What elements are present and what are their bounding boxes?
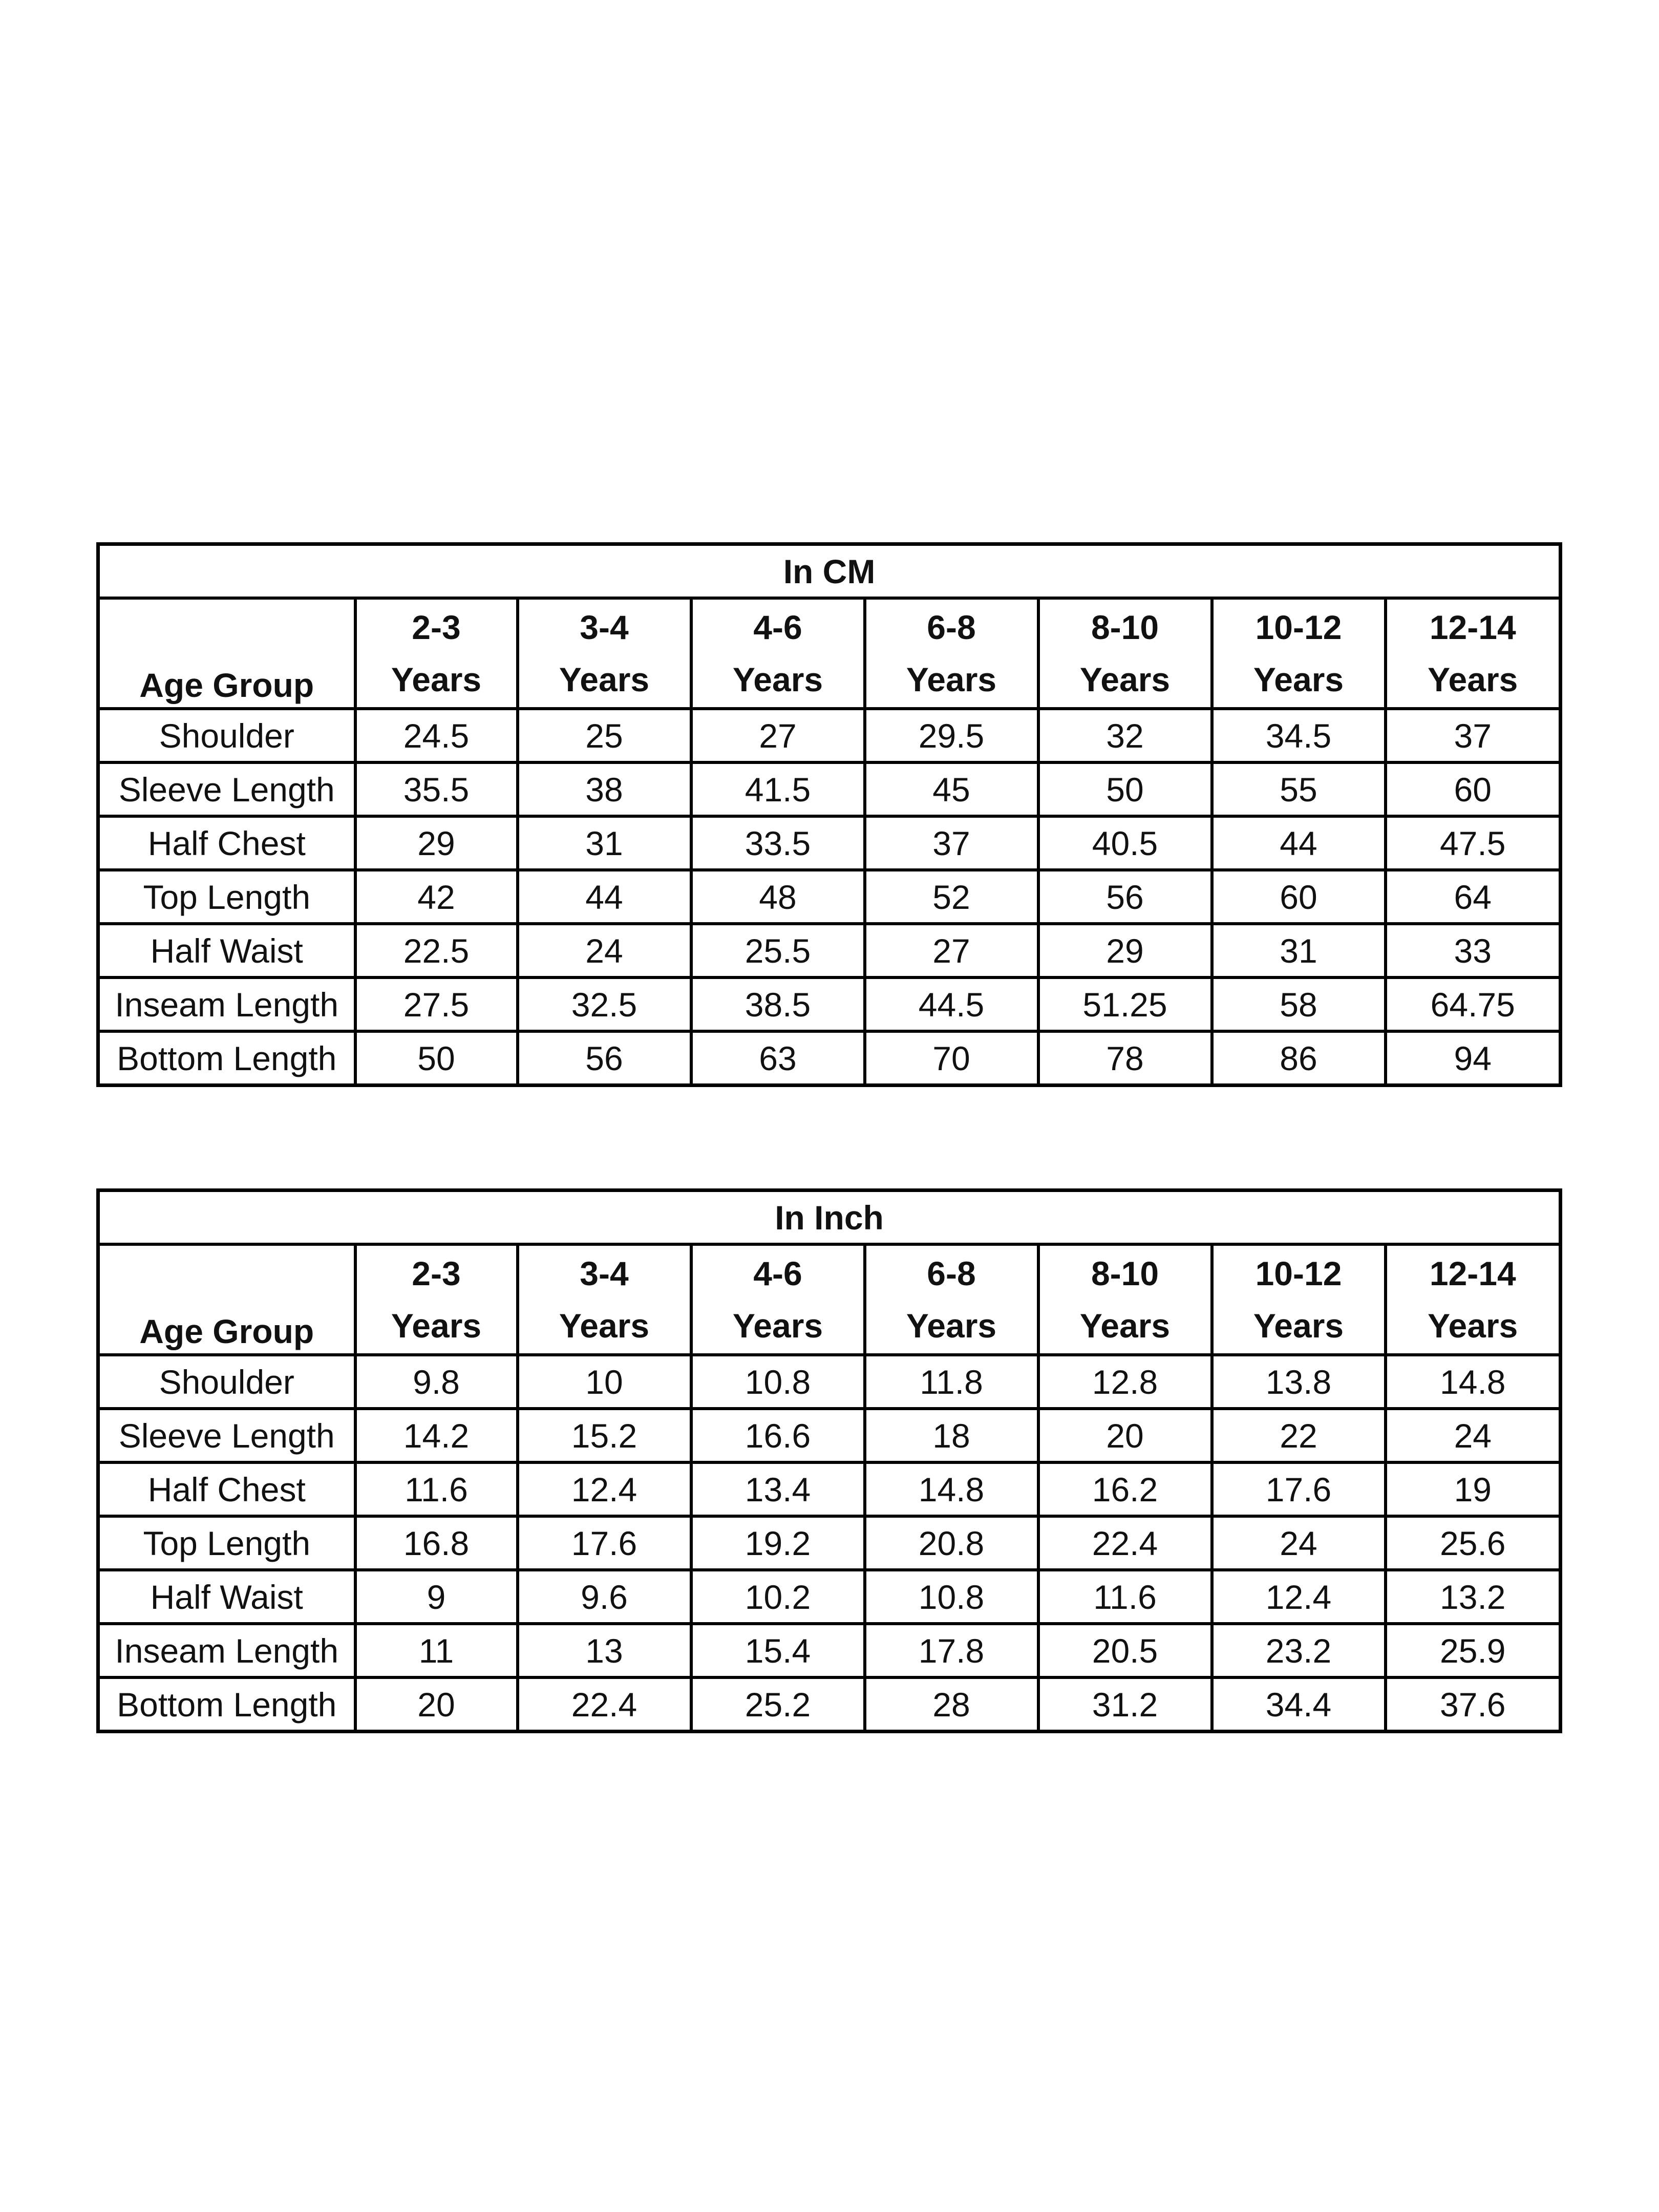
table-title-row [98,544,1561,599]
measurement-value-cell: 10.2 [691,1570,865,1624]
age-unit-label: Years [391,661,482,698]
measurement-label: Top Length [98,1516,355,1570]
measurement-label: Top Length [98,870,355,924]
measurement-value-cell: 25.9 [1386,1624,1561,1677]
measurement-label: Bottom Length [98,1031,355,1086]
measurement-value-cell: 12.4 [518,1462,691,1516]
measurement-value-cell: 32 [1038,709,1212,762]
measurement-value-cell: 9 [355,1570,518,1624]
measurement-value-cell: 34.4 [1212,1677,1386,1732]
measurement-label: Sleeve Length [98,1409,355,1462]
measurement-value-cell: 27.5 [355,977,518,1031]
age-group-header: Age Group [98,598,355,709]
measurement-value-cell: 37 [865,816,1038,870]
measurement-value-cell: 16.8 [355,1516,518,1570]
measurement-value-cell: 56 [518,1031,691,1086]
age-column-header [1212,598,1386,709]
age-group-header: Age Group [98,1244,355,1355]
measurement-value-cell: 50 [1038,762,1212,816]
table-row [98,1677,1561,1732]
measurement-value-cell: 25.6 [1386,1516,1561,1570]
age-range-label: 4-6 [753,1254,802,1292]
table-row [98,1409,1561,1462]
age-unit-label: Years [906,661,997,698]
measurement-value-cell: 24.5 [355,709,518,762]
age-unit-label: Years [559,661,650,698]
measurement-value-cell: 31.2 [1038,1677,1212,1732]
measurement-label: Shoulder [98,1355,355,1409]
age-column-header [1038,598,1212,709]
measurement-value-cell: 51.25 [1038,977,1212,1031]
measurement-label: Half Chest [98,1462,355,1516]
age-column-header [355,598,518,709]
measurement-value-cell: 20 [355,1677,518,1732]
measurement-value-cell: 31 [518,816,691,870]
measurement-value-cell: 50 [355,1031,518,1086]
table-header-row [98,1244,1561,1355]
age-column-header [691,1244,865,1355]
measurement-value-cell: 32.5 [518,977,691,1031]
age-unit-label: Years [1428,1307,1518,1345]
table-row [98,977,1561,1031]
measurement-value-cell: 9.8 [355,1355,518,1409]
measurement-value-cell: 24 [1386,1409,1561,1462]
measurement-value-cell: 64 [1386,870,1561,924]
age-unit-label: Years [1253,1307,1344,1345]
measurement-value-cell: 20 [1038,1409,1212,1462]
measurement-value-cell: 55 [1212,762,1386,816]
age-unit-label: Years [559,1307,650,1345]
table-row [98,709,1561,762]
measurement-value-cell: 25 [518,709,691,762]
age-unit-label: Years [391,1307,482,1345]
measurement-value-cell: 25.2 [691,1677,865,1732]
measurement-value-cell: 14.2 [355,1409,518,1462]
age-column-header [1038,1244,1212,1355]
measurement-value-cell: 56 [1038,870,1212,924]
table-row [98,924,1561,977]
age-column-header [1386,1244,1561,1355]
measurement-value-cell: 17.6 [1212,1462,1386,1516]
measurement-value-cell: 28 [865,1677,1038,1732]
measurement-value-cell: 16.2 [1038,1462,1212,1516]
measurement-value-cell: 41.5 [691,762,865,816]
measurement-value-cell: 38 [518,762,691,816]
measurement-value-cell: 10 [518,1355,691,1409]
measurement-value-cell: 31 [1212,924,1386,977]
measurement-label: Half Chest [98,816,355,870]
measurement-value-cell: 15.2 [518,1409,691,1462]
age-unit-label: Years [1253,661,1344,698]
measurement-label: Half Waist [98,1570,355,1624]
age-column-header [1212,1244,1386,1355]
table-row [98,1462,1561,1516]
table-row [98,816,1561,870]
measurement-value-cell: 29 [355,816,518,870]
age-range-label: 2-3 [412,608,461,646]
measurement-value-cell: 10.8 [691,1355,865,1409]
measurement-label: Sleeve Length [98,762,355,816]
age-range-label: 4-6 [753,608,802,646]
table-title: In CM [98,544,1561,599]
measurement-value-cell: 33 [1386,924,1561,977]
table-title: In Inch [98,1190,1561,1245]
measurement-value-cell: 24 [518,924,691,977]
measurement-value-cell: 22.5 [355,924,518,977]
table-row [98,1031,1561,1086]
measurement-value-cell: 70 [865,1031,1038,1086]
measurement-value-cell: 40.5 [1038,816,1212,870]
age-column-header [518,1244,691,1355]
age-unit-label: Years [732,1307,823,1345]
age-range-label: 6-8 [927,608,976,646]
measurement-value-cell: 12.8 [1038,1355,1212,1409]
age-unit-label: Years [1079,1307,1171,1345]
measurement-value-cell: 37 [1386,709,1561,762]
measurement-value-cell: 27 [865,924,1038,977]
age-column-header [355,1244,518,1355]
measurement-value-cell: 20.8 [865,1516,1038,1570]
measurement-value-cell: 13.4 [691,1462,865,1516]
measurement-value-cell: 11.6 [1038,1570,1212,1624]
age-column-header [865,598,1038,709]
age-range-label: 12-14 [1429,608,1516,646]
table-row [98,1624,1561,1677]
table-header-row [98,598,1561,709]
measurement-value-cell: 17.6 [518,1516,691,1570]
measurement-value-cell: 37.6 [1386,1677,1561,1732]
age-range-label: 6-8 [927,1254,976,1292]
measurement-value-cell: 14.8 [1386,1355,1561,1409]
measurement-value-cell: 11.8 [865,1355,1038,1409]
table-row [98,870,1561,924]
measurement-value-cell: 20.5 [1038,1624,1212,1677]
measurement-value-cell: 48 [691,870,865,924]
measurement-value-cell: 16.6 [691,1409,865,1462]
age-range-label: 3-4 [580,608,629,646]
age-column-header [1386,598,1561,709]
measurement-value-cell: 22.4 [518,1677,691,1732]
age-range-label: 3-4 [580,1254,629,1292]
table-row [98,1355,1561,1409]
measurement-value-cell: 60 [1386,762,1561,816]
age-column-header [691,598,865,709]
measurement-value-cell: 94 [1386,1031,1561,1086]
age-range-label: 2-3 [412,1254,461,1292]
measurement-value-cell: 17.8 [865,1624,1038,1677]
measurement-value-cell: 45 [865,762,1038,816]
table-title-row [98,1190,1561,1245]
age-unit-label: Years [732,661,823,698]
measurement-value-cell: 19 [1386,1462,1561,1516]
measurement-value-cell: 13.2 [1386,1570,1561,1624]
measurement-value-cell: 60 [1212,870,1386,924]
measurement-value-cell: 13 [518,1624,691,1677]
measurement-value-cell: 22 [1212,1409,1386,1462]
measurement-value-cell: 11 [355,1624,518,1677]
measurement-value-cell: 63 [691,1031,865,1086]
measurement-value-cell: 27 [691,709,865,762]
age-range-label: 10-12 [1255,1254,1342,1292]
measurement-value-cell: 86 [1212,1031,1386,1086]
measurement-label: Inseam Length [98,977,355,1031]
age-column-header [865,1244,1038,1355]
age-unit-label: Years [1428,661,1518,698]
measurement-value-cell: 11.6 [355,1462,518,1516]
age-range-label: 10-12 [1255,608,1342,646]
measurement-value-cell: 18 [865,1409,1038,1462]
measurement-value-cell: 14.8 [865,1462,1038,1516]
measurement-value-cell: 35.5 [355,762,518,816]
measurement-value-cell: 9.6 [518,1570,691,1624]
measurement-value-cell: 44 [518,870,691,924]
measurement-value-cell: 78 [1038,1031,1212,1086]
age-range-label: 8-10 [1091,1254,1159,1292]
measurement-label: Shoulder [98,709,355,762]
measurement-value-cell: 25.5 [691,924,865,977]
measurement-value-cell: 10.8 [865,1570,1038,1624]
measurement-value-cell: 47.5 [1386,816,1561,870]
age-range-label: 8-10 [1091,608,1159,646]
measurement-value-cell: 19.2 [691,1516,865,1570]
measurement-value-cell: 12.4 [1212,1570,1386,1624]
measurement-value-cell: 23.2 [1212,1624,1386,1677]
measurement-value-cell: 33.5 [691,816,865,870]
measurement-value-cell: 29 [1038,924,1212,977]
measurement-value-cell: 44 [1212,816,1386,870]
age-column-header [518,598,691,709]
measurement-value-cell: 42 [355,870,518,924]
measurement-value-cell: 52 [865,870,1038,924]
measurement-value-cell: 13.8 [1212,1355,1386,1409]
measurement-value-cell: 22.4 [1038,1516,1212,1570]
size-chart-cm-table [96,542,1562,1087]
measurement-value-cell: 29.5 [865,709,1038,762]
age-unit-label: Years [1079,661,1171,698]
measurement-value-cell: 34.5 [1212,709,1386,762]
measurement-value-cell: 15.4 [691,1624,865,1677]
measurement-value-cell: 44.5 [865,977,1038,1031]
measurement-value-cell: 58 [1212,977,1386,1031]
table-row [98,1570,1561,1624]
measurement-value-cell: 24 [1212,1516,1386,1570]
measurement-label: Half Waist [98,924,355,977]
table-row [98,1516,1561,1570]
table-row [98,762,1561,816]
measurement-label: Bottom Length [98,1677,355,1732]
measurement-value-cell: 38.5 [691,977,865,1031]
measurement-value-cell: 64.75 [1386,977,1561,1031]
age-unit-label: Years [906,1307,997,1345]
size-chart-inch-table [96,1188,1562,1733]
age-range-label: 12-14 [1429,1254,1516,1292]
measurement-label: Inseam Length [98,1624,355,1677]
